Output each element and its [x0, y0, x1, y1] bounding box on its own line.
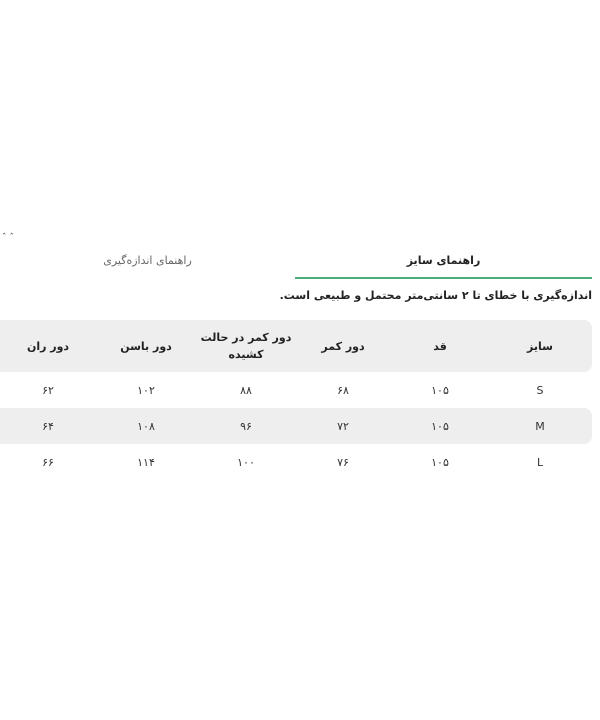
tab-bar [0, 247, 600, 277]
table-row [0, 372, 592, 408]
cell-thigh: ۶۶ [42, 455, 54, 469]
cell-hip: ۱۱۴ [137, 455, 155, 469]
header-height: قد [433, 339, 447, 353]
header-waist-stretched: دور کمر در حالت کشیده [200, 331, 292, 361]
cell-thigh: ۶۴ [42, 419, 54, 433]
cell-waist-stretched: ۱۰۰ [237, 455, 255, 469]
measurement-note: اندازه‌گیری با خطای تا ۲ سانتی‌متر محتمل و طبیعی است. [279, 289, 592, 302]
cell-waist-stretched: ۹۶ [240, 419, 252, 433]
header-waist: دور کمر [321, 339, 365, 353]
table-header-row [0, 320, 592, 372]
cell-height: ۱۰۵ [431, 455, 449, 469]
cell-size: M [535, 419, 545, 433]
tab-measurement-guide[interactable]: راهنمای اندازه‌گیری [103, 254, 192, 267]
size-table [0, 320, 592, 480]
cell-hip: ۱۰۲ [137, 383, 155, 397]
cell-height: ۱۰۵ [431, 419, 449, 433]
cell-hip: ۱۰۸ [137, 419, 155, 433]
table-row [0, 408, 592, 444]
cell-waist-stretched: ۸۸ [240, 383, 252, 397]
cell-waist: ۷۶ [337, 455, 349, 469]
cell-thigh: ۶۲ [42, 383, 54, 397]
cell-size: L [536, 455, 544, 469]
tab-size-guide[interactable]: راهنمای سایز [295, 247, 592, 279]
header-thigh: دور ران [26, 339, 70, 353]
cell-waist: ۷۲ [337, 419, 349, 433]
cell-size: S [536, 383, 544, 397]
cell-height: ۱۰۵ [431, 383, 449, 397]
table-row [0, 444, 592, 480]
close-icon[interactable]: ˆ ˆ [2, 233, 14, 243]
header-hip: دور باسن [120, 339, 172, 353]
cell-waist: ۶۸ [337, 383, 349, 397]
header-size: سایز [527, 339, 553, 353]
